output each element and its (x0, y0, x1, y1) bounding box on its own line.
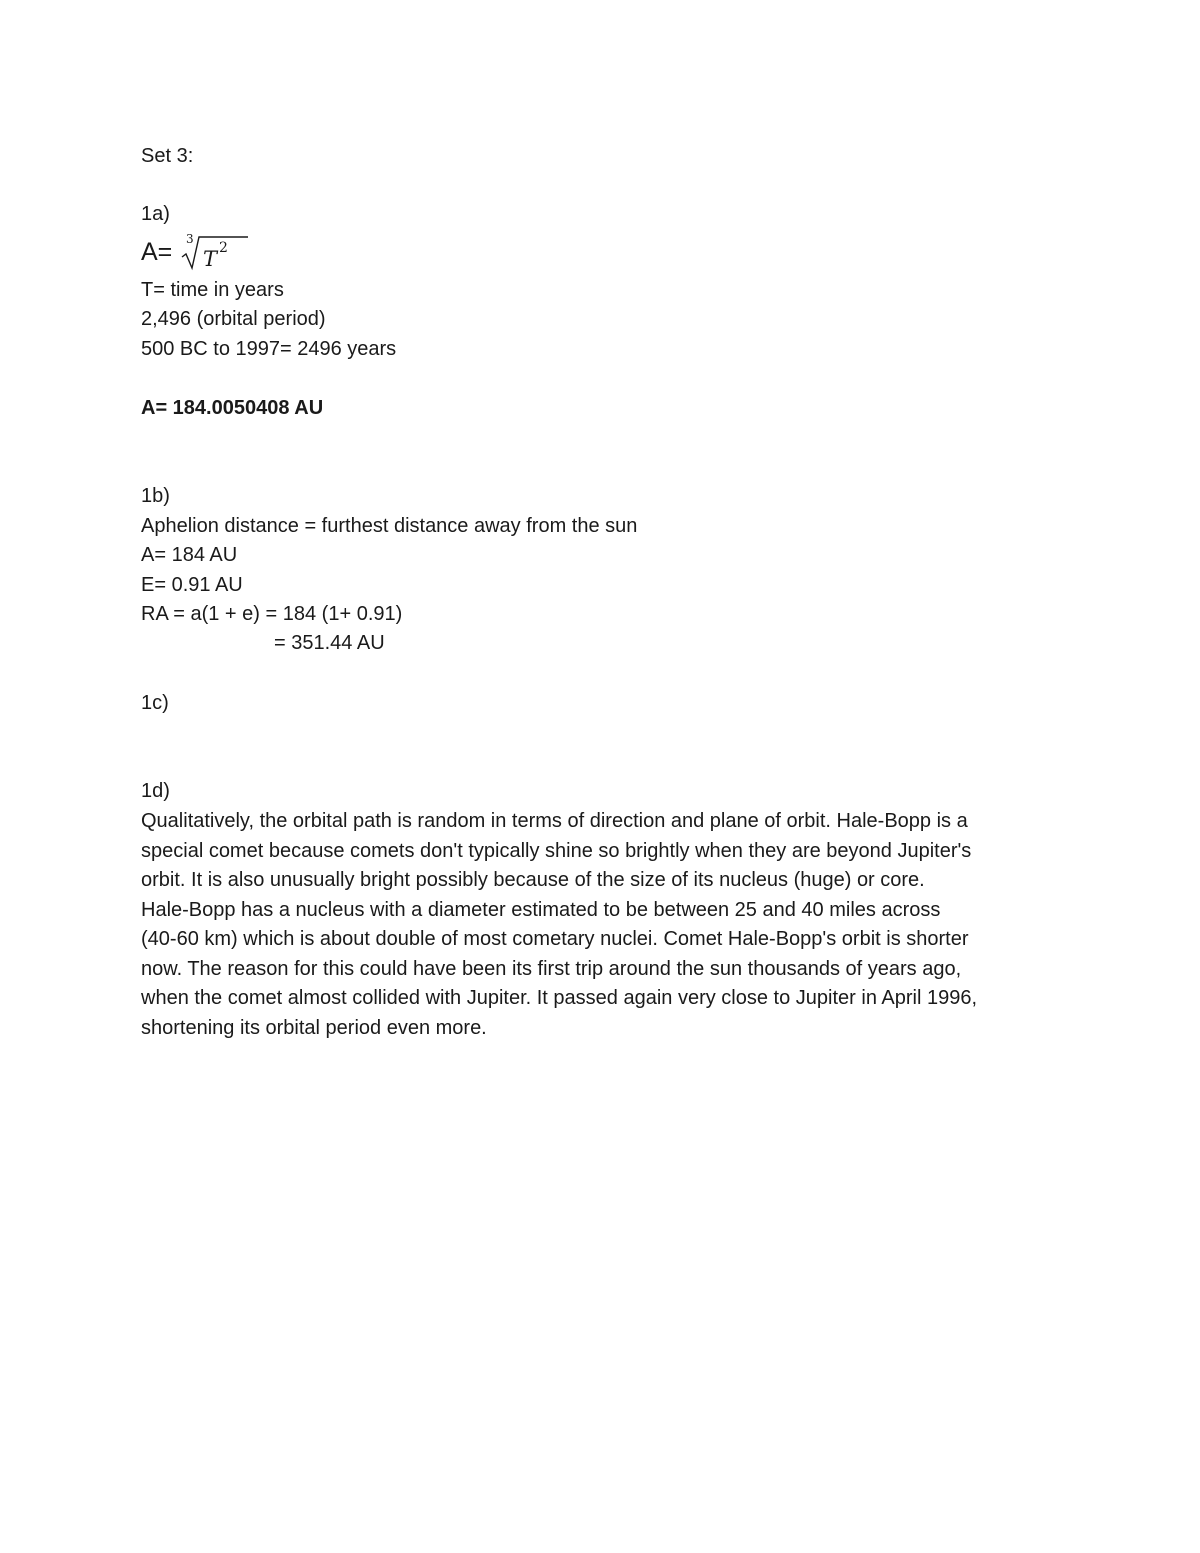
set-title: Set 3: (141, 145, 194, 167)
root-variable: T (203, 247, 218, 271)
q1b-line-2: A= 184 AU (141, 544, 238, 566)
formula-lhs: A= (141, 238, 173, 266)
q1a-answer: A= 184.0050408 AU (141, 397, 324, 419)
q1b-line-4: RA = a(1 + e) = 184 (1+ 0.91) (141, 603, 403, 625)
root-index: 3 (186, 232, 194, 246)
q1b-line-1: Aphelion distance = furthest distance away from the sun (141, 515, 638, 537)
q1d-line-7: when the comet almost collided with Jupiter. It passed again very close to Jupiter in April 1996, (141, 987, 978, 1009)
q1d-line-2: special comet because comets don't typically shine so brightly when they are beyond Jupiter's (141, 839, 972, 862)
question-1d-label: 1d) (141, 780, 170, 802)
question-1a-label: 1a) (141, 203, 170, 225)
q1d-line-6: now. The reason for this could have been its first trip around the sun thousands of years ago, (141, 957, 962, 980)
q1d-paragraph (141, 807, 1061, 1043)
q1a-line-1: T= time in years (141, 279, 284, 301)
q1d-line-4: Hale-Bopp has a nucleus with a diameter estimated to be between 25 and 40 miles across (141, 898, 941, 921)
q1d-line-1: Qualitatively, the orbital path is random in terms of direction and plane of orbit. Hale-Bopp is a (141, 810, 968, 832)
q1d-line-5: (40-60 km) which is about double of most cometary nuclei. Comet Hale-Bopp's orbit is shorter (141, 928, 969, 950)
q1a-line-2: 2,496 (orbital period) (141, 308, 326, 330)
question-1b-label: 1b) (141, 485, 170, 507)
q1a-line-3: 500 BC to 1997= 2496 years (141, 338, 397, 360)
q1b-line-5: = 351.44 AU (274, 632, 385, 654)
q1b-line-3: E= 0.91 AU (141, 574, 243, 596)
q1d-line-3: orbit. It is also unusually bright possibly because of the size of its nucleus (huge) or core. (141, 869, 925, 891)
cube-root-expression (180, 230, 250, 274)
q1d-line-8: shortening its orbital period even more. (141, 1016, 487, 1039)
cube-root-formula (141, 230, 250, 274)
root-exponent: 2 (219, 240, 229, 256)
question-1c-label: 1c) (141, 692, 169, 714)
